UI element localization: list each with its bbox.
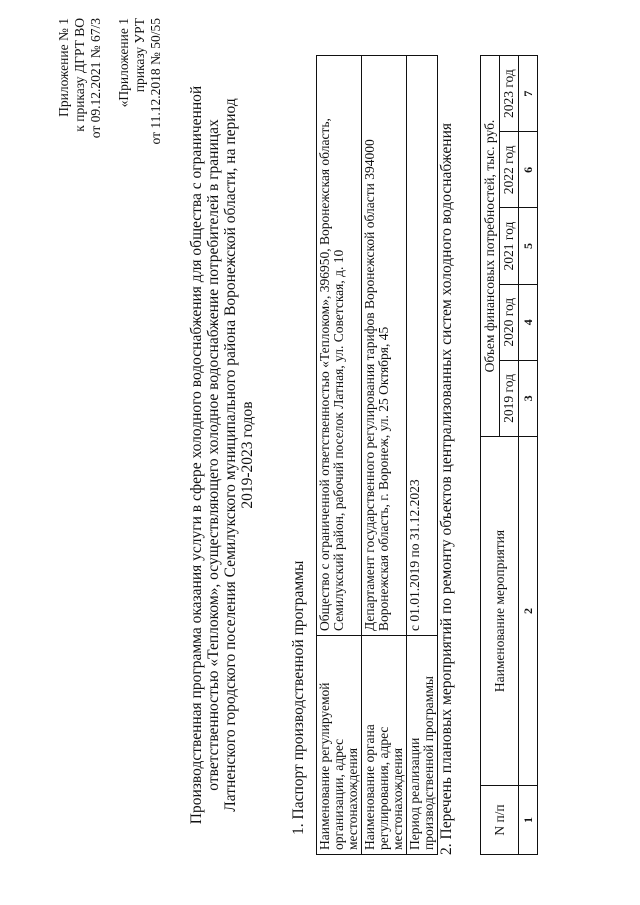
column-number: 6 — [519, 132, 538, 208]
title-line: Производственная программа оказания услуги в сфере холодного водоснабжения для общества с ограниченной — [188, 85, 205, 825]
section-1-heading: 1. Паспорт производственной программы — [290, 560, 307, 835]
passport-label: Наименование органа регулирования, адрес местонахождения — [362, 636, 407, 855]
column-header-num: N п/п — [481, 786, 519, 855]
table-header-row — [481, 56, 500, 855]
passport-value: Департамент государственного регулирования тарифов Воронежской области 394000 Воронежская область, г. Воронеж, ул. 25 Октября, 45 — [362, 56, 407, 636]
column-number: 1 — [519, 786, 538, 855]
table-row — [407, 56, 438, 855]
year-header: 2020 год — [500, 284, 519, 360]
passport-value: с 01.01.2019 по 31.12.2023 — [407, 56, 438, 636]
appendix-line: от 09.12.2021 № 67/3 — [88, 18, 103, 139]
column-number: 3 — [519, 360, 538, 436]
program-passport-table — [316, 55, 438, 855]
title-line: Латненского городского поселения Семилукского муниципального района Воронежской области, на период — [222, 98, 239, 812]
repair-measures-table — [480, 55, 538, 855]
passport-label: Период реализации производственной программы — [407, 636, 438, 855]
column-number: 5 — [519, 208, 538, 284]
table-row — [362, 56, 407, 855]
year-header: 2019 год — [500, 360, 519, 436]
appendix-note — [56, 18, 104, 138]
appendix-line: к приказу ДГРТ ВО — [72, 18, 87, 132]
appendix-line: приказу УРТ — [132, 18, 147, 93]
table-numbering-row — [519, 56, 538, 855]
column-number: 4 — [519, 284, 538, 360]
title-line: 2019-2023 годов — [239, 401, 256, 509]
document-title — [188, 75, 256, 835]
column-header-group: Объем финансовых потребностей, тыс. руб. — [481, 56, 500, 437]
section-2-heading: 2. Перечень плановых мероприятий по ремонту объектов централизованных систем холодного водоснабжения — [438, 122, 455, 855]
appendix-line: Приложение № 1 — [56, 18, 71, 117]
year-header: 2023 год — [500, 56, 519, 132]
column-header-name: Наименование мероприятия — [481, 437, 519, 786]
appendix-line: от 11.12.2018 № 50/55 — [148, 18, 163, 145]
title-line: ответственностью «Теплоком», осуществляющего холодное водоснабжение потребителей в границах — [205, 119, 222, 791]
table-row — [317, 56, 362, 855]
appendix-line: «Приложение 1 — [116, 18, 131, 108]
column-number: 7 — [519, 56, 538, 132]
previous-appendix-note — [116, 18, 164, 144]
year-header: 2022 год — [500, 132, 519, 208]
passport-value: Общество с ограниченной ответственностью «Теплоком», 396950, Воронежская область, Семилукский район, рабочий поселок Латная, ул. Советская, д. 10 — [317, 56, 362, 636]
passport-label: Наименование регулируемой организации, адрес местонахождения — [317, 636, 362, 855]
year-header: 2021 год — [500, 208, 519, 284]
column-number: 2 — [519, 437, 538, 786]
